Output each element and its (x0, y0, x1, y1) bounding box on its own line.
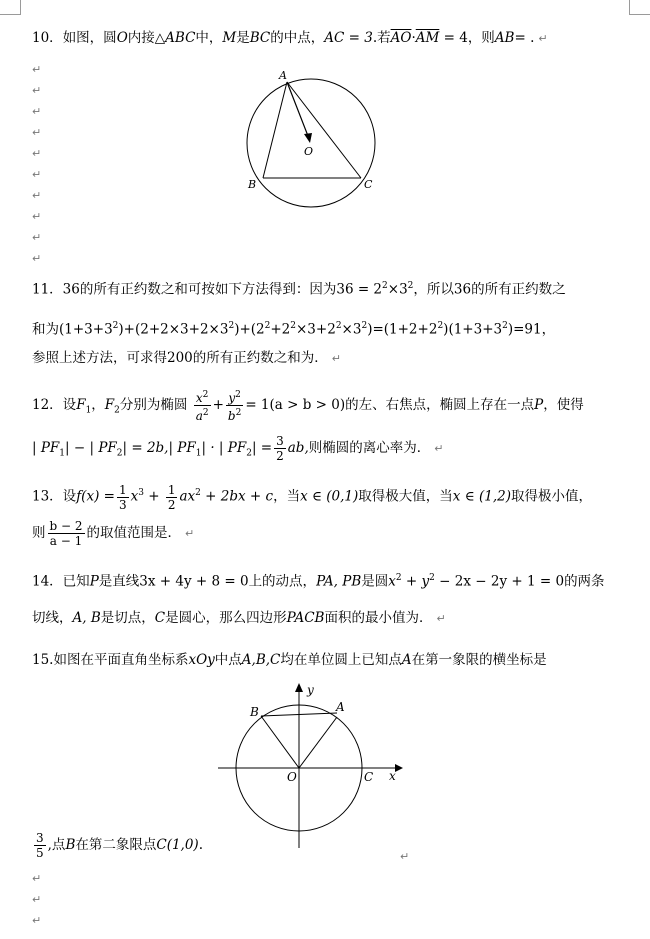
label-b: B (248, 178, 257, 191)
paragraph-mark: ↵ (32, 210, 42, 223)
label-a: A (279, 69, 287, 82)
paragraph-mark: ↵ (32, 105, 42, 118)
arrow-head-icon (304, 133, 312, 143)
label-y: y (307, 683, 314, 697)
segment-ac (287, 82, 361, 178)
paragraph-mark: ↵ (32, 231, 42, 244)
paragraph-mark: ↵ (32, 168, 42, 181)
fraction-b2-a1: $\frac{b - 2}{a - 1}$ (49, 519, 83, 548)
q11-line-3: 参照上述方法，可求得200的所有正约数之和为． ↵ (32, 350, 341, 366)
paragraph-mark: ↵ (32, 893, 42, 906)
vector-ao (287, 82, 308, 136)
paragraph-mark: ↵ (32, 872, 42, 885)
q10-circle (247, 79, 375, 207)
corner-mark-top-right (629, 0, 650, 15)
fraction-1-2: $\frac{1}{2}$ (167, 482, 176, 512)
paragraph-mark: ↵ (32, 126, 42, 139)
q11-line-1: 11．36的所有正约数之和可按如下方法得到：因为$36 = 2^2\times 3^2$，所以36的所有正约数之 (32, 281, 566, 298)
q15-figure (215, 680, 405, 850)
label-b: B (250, 705, 259, 719)
q13-line-2: 则 $\frac{b - 2}{a - 1}$ 的取值范围是． ↵ (32, 519, 195, 548)
paragraph-mark: ↵ (32, 147, 42, 160)
q10-figure (240, 66, 390, 211)
q12-line-2: | $PF_1|$ − | $PF_2| = 2b,|$ $PF_1|$ · | $PF_2|$ = $\frac{3}{2}$ ab,则椭圆的离心率为． ↵ (32, 434, 444, 463)
segment-ob (261, 716, 299, 768)
label-a: A (336, 700, 345, 714)
label-o: O (287, 770, 297, 784)
paragraph-mark: ↵ (32, 84, 42, 97)
label-c: C (364, 770, 374, 784)
q12-line-1: 12．设$F_1$，$F_2$分别为椭圆 $\frac{x^2}{a^2}$ + $\frac{y^2}{b^2}$ = 1(a > b > 0)的左、右焦点，椭圆上存在一点P，使得 (32, 390, 584, 423)
y-arrow-icon (295, 683, 303, 692)
paragraph-mark: ↵ (400, 850, 410, 863)
label-x: x (389, 769, 396, 783)
corner-mark-top-left (0, 0, 21, 15)
paragraph-mark: ↵ (538, 32, 548, 45)
q15-line-1: 15.如图在平面直角坐标系xOy中点A,B,C均在单位圆上已知点A在第一象限的横坐标是 (32, 652, 547, 668)
paragraph-mark: ↵ (185, 527, 195, 540)
x-arrow-icon (395, 764, 403, 772)
q11-line-2: 和为$(1+3+3^2)+(2+2\times 3+2\times 3^2)+(2^2+2^2\times 3+2^2\times 3^2)=(1+2+2^2)(1+3+3^2)=91$， (32, 321, 556, 338)
paragraph-mark: ↵ (32, 189, 42, 202)
paragraph-mark: ↵ (331, 352, 341, 365)
paragraph-mark: ↵ (436, 612, 446, 625)
q14-line-2: 切线，A, B是切点，C是圆心，那么四边形PACB面积的最小值为． ↵ (32, 610, 446, 626)
paragraph-mark: ↵ (32, 252, 42, 265)
label-o: O (304, 145, 314, 158)
fraction-y2-b2: $\frac{y^2}{b^2}$ (227, 390, 242, 423)
q10-line: 10．如图，圆O内接△ABC中，M是BC的中点，AC = 3.若$\overline{AO}\cdot\overline{AM} = 4$，则AB= . ↵ (32, 30, 548, 46)
segment-oa (299, 717, 337, 768)
q14-line-1: 14．已知P是直线3x + 4y + 8 = 0上的动点，PA, PB是圆$x^2 + y^2 - 2x - 2y + 1 = 0$的两条 (32, 573, 605, 590)
paragraph-mark: ↵ (434, 442, 444, 455)
q15-line-2: $\frac{3}{5}$ ,点B在第二象限点C(1,0). (36, 831, 203, 860)
q13-line-1: 13．设f(x) = $\frac{1}{3}$ $x^3$ + $\frac{1}{2}$ $ax^2 + 2bx + c$，当x ∈ (0,1)取得极大值，当x ∈ (1,2)取得极小值， (32, 482, 592, 512)
label-c: C (364, 178, 373, 191)
fraction-1-3: $\frac{1}{3}$ (118, 482, 127, 512)
paragraph-mark: ↵ (32, 914, 42, 927)
fraction-x2-a2: $\frac{x^2}{a^2}$ (195, 390, 209, 423)
paragraph-mark: ↵ (32, 63, 42, 76)
fraction-3-2: $\frac{3}{2}$ (276, 434, 284, 463)
fraction-3-5: $\frac{3}{5}$ (36, 831, 44, 860)
